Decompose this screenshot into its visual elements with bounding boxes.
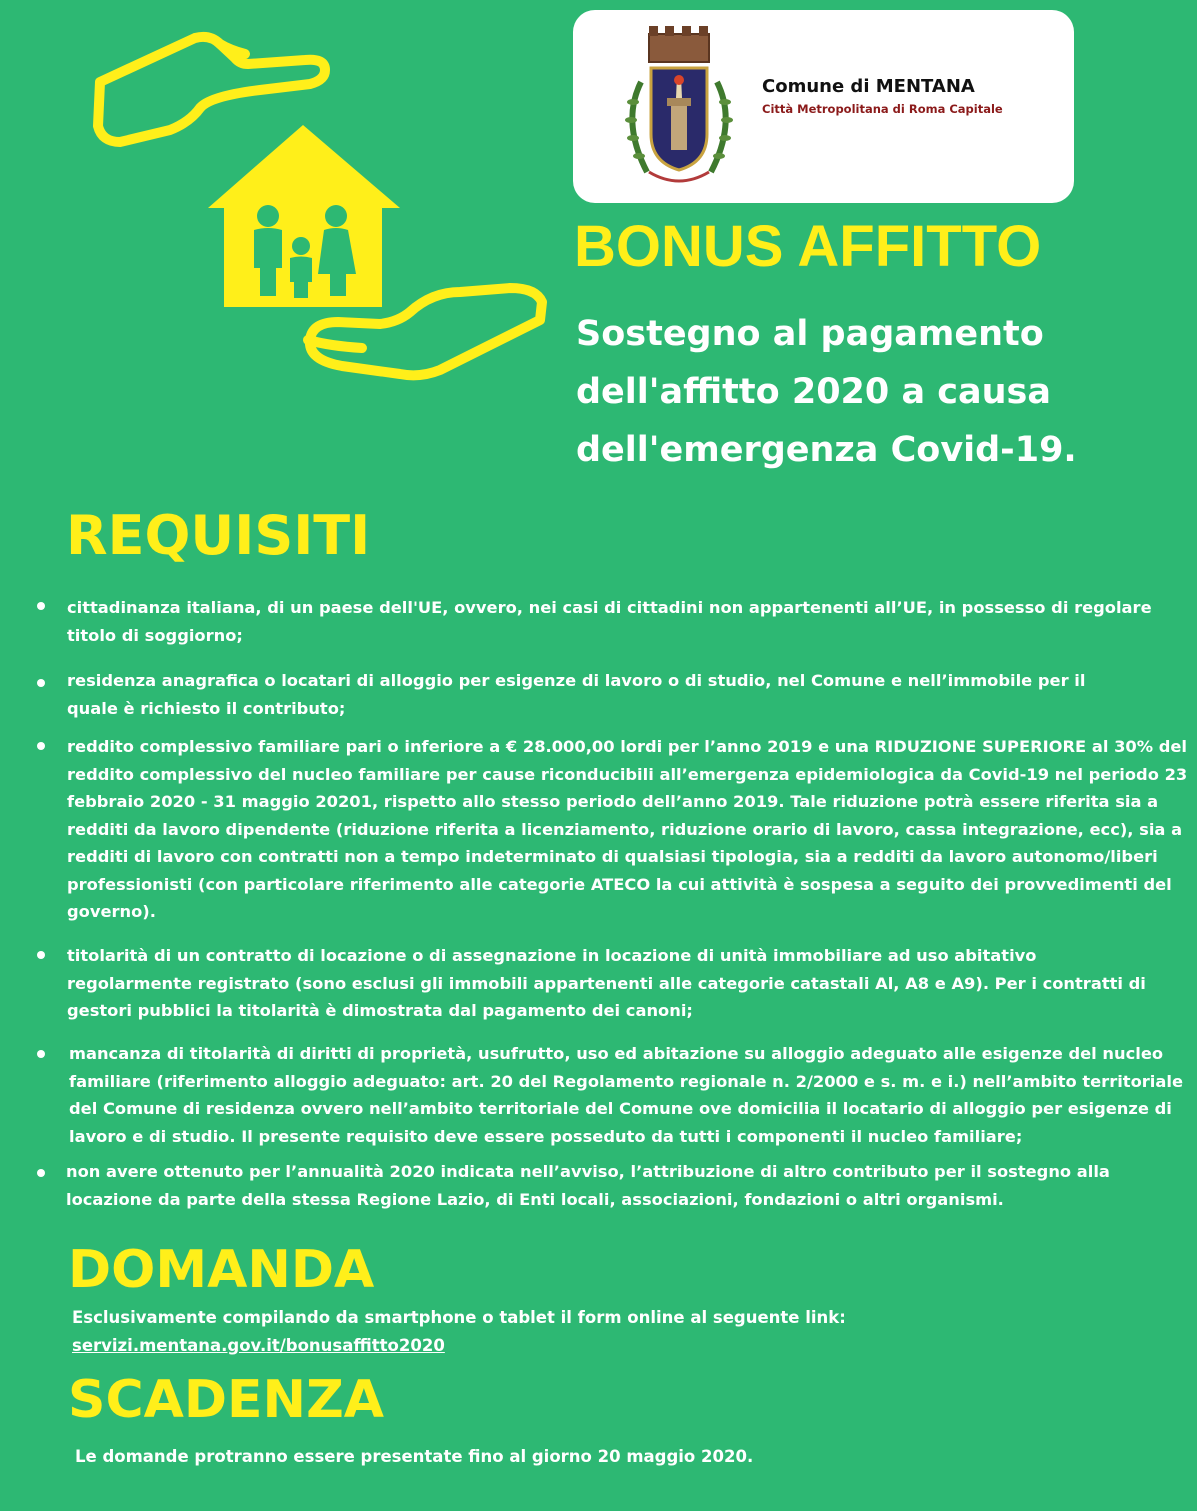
- comune-subtitle: Città Metropolitana di Roma Capitale: [762, 102, 1003, 116]
- bullet-icon: [37, 1050, 45, 1058]
- requirement-item: residenza anagrafica o locatari di alloggio per esigenze di lavoro o di studio, nel Comune e nell’immobile per il quale è richiesto il contributo;: [67, 671, 1086, 718]
- top-hand-icon: [98, 37, 325, 142]
- requirement-item: non avere ottenuto per l’annualità 2020 indicata nell’avviso, l’attribuzione di altro contributo per il sostegno alla locazione da parte della stessa Regione Lazio, di Enti locali, associazioni, fondazioni o altri organismi.: [66, 1162, 1110, 1209]
- bullet-icon: [37, 742, 45, 750]
- domanda-text: Esclusivamente compilando da smartphone o tablet il form online al seguente link:: [72, 1308, 846, 1327]
- page-title: BONUS AFFITTO: [574, 214, 1042, 279]
- bullet-icon: [37, 679, 45, 687]
- comune-name: Comune di MENTANA: [762, 76, 975, 97]
- scadenza-heading: SCADENZA: [68, 1370, 385, 1430]
- subtitle-line: Sostegno al pagamento: [576, 314, 1044, 354]
- requisiti-heading: REQUISITI: [66, 504, 371, 567]
- scadenza-text: Le domande protranno essere presentate fino al giorno 20 maggio 2020.: [75, 1447, 754, 1466]
- page-subtitle: [576, 305, 1136, 479]
- coat-of-arms-icon: [619, 22, 739, 192]
- municipality-logo-card: [573, 10, 1074, 203]
- requirement-item: reddito complessivo familiare pari o inferiore a € 28.000,00 lordi per l’anno 2019 e una RIDUZIONE SUPERIORE al 30% del reddito complessivo del nucleo familiare per cause riconducibili all’emergenza epidemiologica da Covid-19 nel periodo 23 febbraio 2020 - 31 maggio 20201, rispetto allo stesso periodo dell’anno 2019. Tale riduzione potrà essere riferita sia a redditi da lavoro dipendente (riduzione riferita a licenziamento, riduzione orario di lavoro, cassa integrazione, ecc), sia a redditi di lavoro con contratti non a tempo indeterminato di qualsiasi tipologia, sia a redditi da lavoro autonomo/liberi professionisti (con particolare riferimento alle categorie ATECO la cui attività è sospesa a seguito dei provvedimenti del governo).: [67, 737, 1188, 921]
- requirement-item: titolarità di un contratto di locazione o di assegnazione in locazione di unità immobiliare ad uso abitativo regolarmente registrato (sono esclusi gli immobili appartenenti alle categorie catastali Al, A8 e A9). Per i contratti di gestori pubblici la titolarità è dimostrata dal pagamento dei canoni;: [67, 946, 1146, 1020]
- bullet-icon: [37, 1169, 45, 1177]
- requirement-item: mancanza di titolarità di diritti di proprietà, usufrutto, uso ed abitazione su alloggio adeguato alle esigenze del nucleo familiare (riferimento alloggio adeguato: art. 20 del Regolamento regionale n. 2/2000 e s. m. e i.) nell’ambito territoriale del Comune di residenza ovvero nell’ambito territoriale del Comune ove domicilia il locatario di alloggio per esigenze di lavoro e di studio. Il presente requisito deve essere posseduto da tutti i componenti il nucleo familiare;: [69, 1044, 1183, 1146]
- domanda-heading: DOMANDA: [68, 1240, 375, 1300]
- subtitle-line: dell'affitto 2020 a causa: [576, 372, 1051, 412]
- requirement-item: cittadinanza italiana, di un paese dell'UE, ovvero, nei casi di cittadini non appartenenti all’UE, in possesso di regolare titolo di soggiorno;: [67, 598, 1152, 645]
- bullet-icon: [37, 602, 45, 610]
- subtitle-line: dell'emergenza Covid-19.: [576, 430, 1077, 470]
- house-hands-illustration: [80, 30, 560, 410]
- bullet-icon: [37, 951, 45, 959]
- application-link[interactable]: servizi.mentana.gov.it/bonusaffitto2020: [72, 1336, 445, 1355]
